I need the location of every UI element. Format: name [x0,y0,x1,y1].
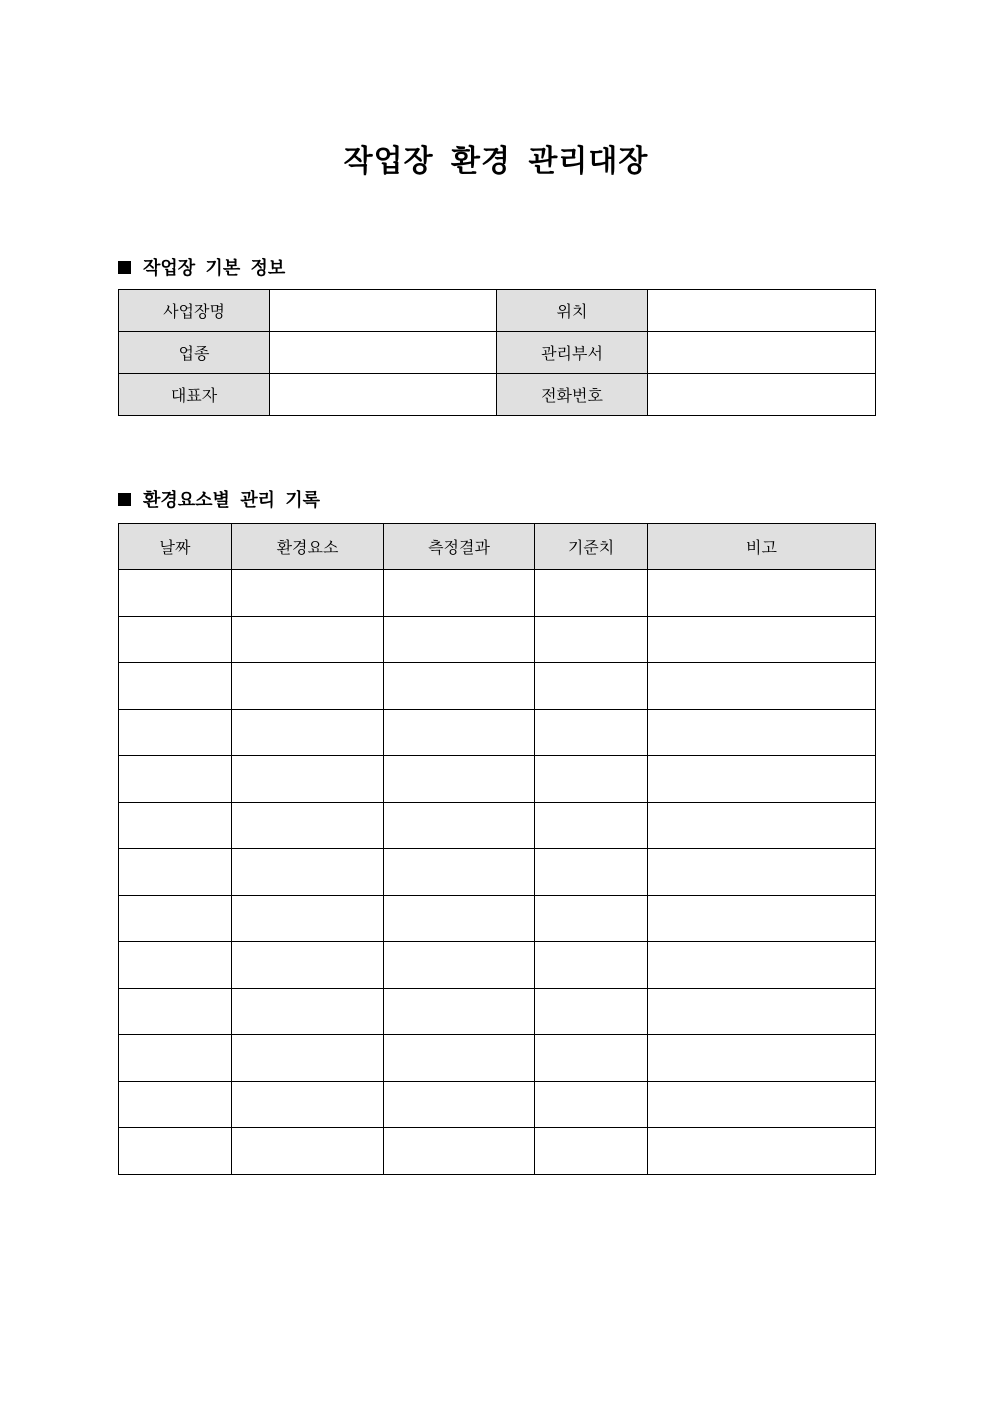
field-label: 사업장명 [119,290,270,332]
table-cell[interactable] [535,616,648,663]
table-cell[interactable] [384,663,535,710]
records-table [118,523,876,1175]
table-cell[interactable] [232,709,384,756]
table-row [119,942,876,989]
table-cell[interactable] [535,1035,648,1082]
table-cell[interactable] [535,1081,648,1128]
table-cell[interactable] [384,709,535,756]
table-cell[interactable] [232,756,384,803]
table-row [119,1035,876,1082]
table-cell[interactable] [119,1081,232,1128]
table-cell[interactable] [119,570,232,617]
table-row [119,374,876,416]
table-cell[interactable] [535,570,648,617]
table-cell[interactable] [384,616,535,663]
table-cell[interactable] [232,849,384,896]
table-cell[interactable] [384,942,535,989]
table-cell[interactable] [119,1035,232,1082]
table-cell[interactable] [535,849,648,896]
field-value[interactable] [648,290,876,332]
section-heading-basic-info [118,254,285,280]
table-cell[interactable] [648,663,876,710]
table-cell[interactable] [384,988,535,1035]
table-row [119,1081,876,1128]
table-row [119,849,876,896]
table-cell[interactable] [232,663,384,710]
table-row [119,290,876,332]
table-cell[interactable] [232,570,384,617]
table-cell[interactable] [232,616,384,663]
table-cell[interactable] [384,1081,535,1128]
table-row [119,988,876,1035]
table-cell[interactable] [648,709,876,756]
table-cell[interactable] [648,1128,876,1175]
table-cell[interactable] [535,1128,648,1175]
table-cell[interactable] [232,895,384,942]
page-title: 작업장 환경 관리대장 [343,144,649,179]
section-heading-text: 환경요소별 관리 기록 [143,490,321,511]
table-cell[interactable] [384,756,535,803]
table-cell[interactable] [535,802,648,849]
column-header: 측정결과 [384,524,535,570]
table-cell[interactable] [648,849,876,896]
table-cell[interactable] [535,942,648,989]
table-cell[interactable] [535,756,648,803]
table-cell[interactable] [232,988,384,1035]
table-row [119,895,876,942]
table-cell[interactable] [384,1128,535,1175]
table-cell[interactable] [232,942,384,989]
table-cell[interactable] [535,895,648,942]
table-cell[interactable] [119,988,232,1035]
section-heading-records [118,486,320,512]
section-heading-text: 작업장 기본 정보 [143,258,286,279]
table-row [119,663,876,710]
table-row [119,332,876,374]
field-label: 업종 [119,332,270,374]
table-cell[interactable] [119,709,232,756]
table-cell[interactable] [648,616,876,663]
field-value[interactable] [648,374,876,416]
table-row [119,802,876,849]
field-label: 위치 [497,290,648,332]
column-header: 비고 [648,524,876,570]
table-cell[interactable] [535,663,648,710]
table-cell[interactable] [232,802,384,849]
table-cell[interactable] [648,570,876,617]
table-cell[interactable] [535,988,648,1035]
table-cell[interactable] [648,988,876,1035]
table-cell[interactable] [535,709,648,756]
table-cell[interactable] [384,802,535,849]
table-cell[interactable] [119,802,232,849]
table-cell[interactable] [384,895,535,942]
table-cell[interactable] [648,942,876,989]
table-cell[interactable] [648,895,876,942]
column-header: 날짜 [119,524,232,570]
table-cell[interactable] [232,1128,384,1175]
field-label: 전화번호 [497,374,648,416]
table-cell[interactable] [648,1081,876,1128]
square-bullet-icon [118,261,131,274]
table-row [119,709,876,756]
column-header: 기준치 [535,524,648,570]
table-row [119,756,876,803]
table-cell[interactable] [119,1128,232,1175]
table-cell[interactable] [384,849,535,896]
table-cell[interactable] [648,802,876,849]
column-header: 환경요소 [232,524,384,570]
table-cell[interactable] [232,1081,384,1128]
field-value[interactable] [270,290,497,332]
table-cell[interactable] [384,1035,535,1082]
table-cell[interactable] [232,1035,384,1082]
square-bullet-icon [118,493,131,506]
table-row [119,1128,876,1175]
field-value[interactable] [270,332,497,374]
table-row [119,570,876,617]
field-value[interactable] [648,332,876,374]
basic-info-table [118,289,876,416]
table-cell[interactable] [119,616,232,663]
table-cell[interactable] [119,895,232,942]
field-label: 대표자 [119,374,270,416]
table-row [119,616,876,663]
field-value[interactable] [270,374,497,416]
table-cell[interactable] [648,756,876,803]
field-label: 관리부서 [497,332,648,374]
table-cell[interactable] [384,570,535,617]
table-cell[interactable] [648,1035,876,1082]
table-cell[interactable] [119,663,232,710]
table-header-row [119,524,876,570]
table-cell[interactable] [119,942,232,989]
table-cell[interactable] [119,849,232,896]
table-cell[interactable] [119,756,232,803]
